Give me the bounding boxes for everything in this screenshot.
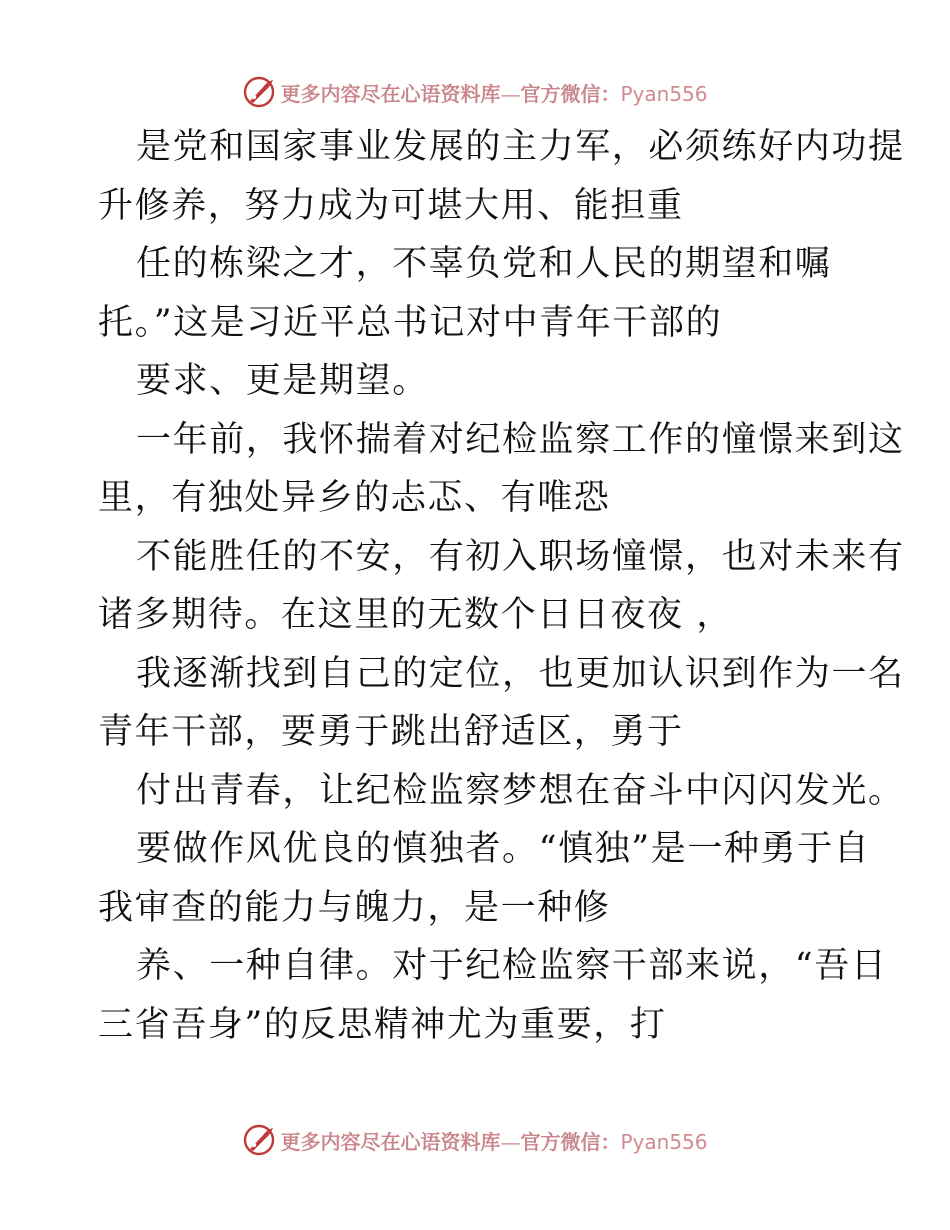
watermark-wechat-label: 官方微信： [520, 81, 621, 106]
header-watermark [0, 72, 950, 112]
text-line: 三省吾身”的反思精神尤为重要，打 [98, 1004, 667, 1045]
text-line: 不能胜任的不安，有初入职场憧憬，也对未来有 [136, 536, 905, 577]
quill-logo-icon [242, 75, 276, 109]
watermark-text [280, 78, 707, 107]
text-line: 任的栋梁之才，不辜负党和人民的期望和嘱 [136, 244, 832, 284]
text-line: 里，有独处异乡的忐忑、有唯恐 [98, 478, 611, 518]
text-line: 托。”这是习近平总书记对中青年干部的 [98, 302, 723, 343]
footer-watermark [0, 1120, 950, 1160]
watermark-wechat-label: 官方微信： [520, 1129, 621, 1154]
text-line: 青年干部，要勇于跳出舒适区，勇于 [98, 712, 684, 752]
text-line: 诸多期待。在这里的无数个日日夜夜 ， [98, 595, 733, 635]
document-body [98, 118, 905, 1054]
watermark-brand: 更多内容尽在心语资料库 [280, 81, 501, 106]
text-line: 要求、更是期望。 [136, 361, 429, 401]
text-line: 养、一种自律。对于纪检监察干部来说，“吾日 [136, 946, 888, 986]
text-line: 是党和国家事业发展的主力军，必须练好内功提 [136, 127, 905, 167]
text-line: 一年前，我怀揣着对纪检监察工作的憧憬来到这 [136, 419, 905, 460]
watermark-wechat-id: Pyan556 [620, 81, 708, 106]
quill-logo-icon [242, 1123, 276, 1157]
text-line: 付出青春，让纪检监察梦想在奋斗中闪闪发光。 [136, 770, 905, 811]
text-line: 要做作风优良的慎独者。“慎独”是一种勇于自 [136, 829, 871, 869]
watermark-dash: — [500, 1129, 521, 1154]
text-line: 升修养，努力成为可堪大用、能担重 [98, 185, 684, 226]
watermark-wechat-id: Pyan556 [620, 1129, 708, 1154]
text-line: 我审查的能力与魄力，是一种修 [98, 887, 611, 928]
text-line: 我逐渐找到自己的定位，也更加认识到作为一名 [136, 653, 905, 694]
watermark-brand: 更多内容尽在心语资料库 [280, 1129, 501, 1154]
watermark-dash: — [500, 81, 521, 106]
watermark-text [280, 1126, 707, 1155]
